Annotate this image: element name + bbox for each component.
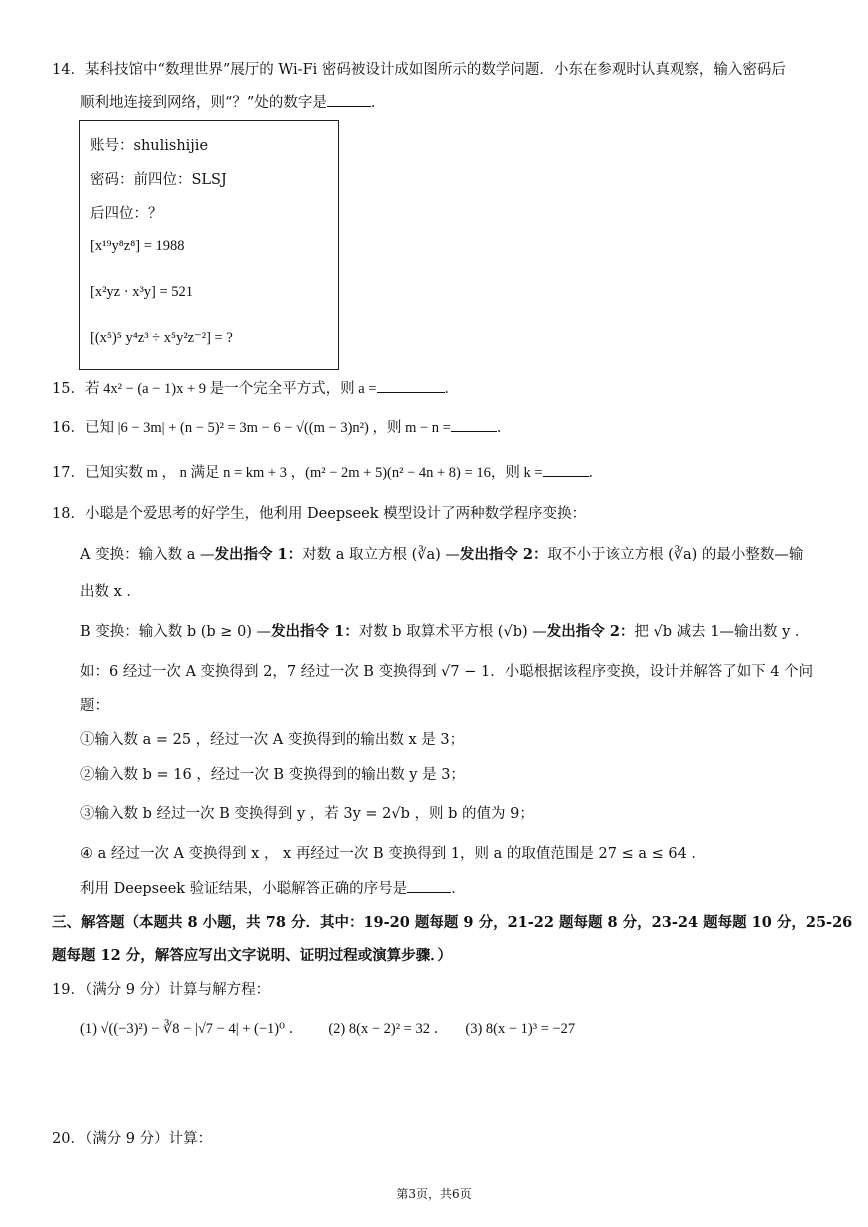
q19-part2: (2) 8(x − 2)² = 32 ． xyxy=(328,1021,449,1037)
q18-a-prefix: A 变换：输入数 a — xyxy=(80,547,215,563)
q17-end: ． xyxy=(588,465,603,481)
q16-answer-blank[interactable] xyxy=(451,417,497,432)
section3-heading-line1: 三、解答题（本题共 8 小题，共 78 分．其中：19-20 题每题 9 分，21-22 题每题 8 分，23-24 题每题 10 分，25-26 xyxy=(52,914,853,931)
q18-item2: ②输入数 b = 16 ，经过一次 B 变换得到的输出数 y 是 3； xyxy=(80,767,465,783)
q18-a-mid: 对数 a 取立方根 (∛a) — xyxy=(302,547,460,563)
q16-text: 已知 |6 − 3m| + (n − 5)² = 3m − 6 − √((m − 3)n²) ，则 m − n = xyxy=(84,420,451,436)
q14-text-line2: 顺利地连接到网络，则“？”处的数字是 xyxy=(80,95,327,111)
q18-item1: ①输入数 a = 25 ，经过一次 A 变换得到的输出数 x 是 3； xyxy=(80,732,465,748)
q16-end: ． xyxy=(496,420,512,436)
q19-part3: (3) 8(x − 1)³ = −27 xyxy=(465,1021,576,1037)
q18-verify-text: 利用 Deepseek 验证结果，小聪解答正确的序号是 xyxy=(80,881,408,897)
q18-example-line2: 题： xyxy=(80,698,109,714)
box-password: 密码：前四位：SLSJ xyxy=(90,172,227,188)
q17-answer-blank[interactable] xyxy=(543,462,589,477)
q17 xyxy=(52,462,603,483)
q19-part1: (1) √((−3)²) − ∛8 − |√7 − 4| + (−1)⁰ ． xyxy=(80,1021,304,1037)
q18-b-cmd2: 发出指令 2： xyxy=(546,623,635,640)
q14-line1 xyxy=(52,60,786,80)
box-last4: 后四位：？ xyxy=(90,206,163,222)
q18-verify xyxy=(80,878,466,899)
q18-intro xyxy=(52,504,586,524)
q18-item3: ③输入数 b 经过一次 B 变换得到 y ，若 3y = 2√b ，则 b 的值为 9； xyxy=(80,806,534,822)
box-account: 账号：shulishijie xyxy=(90,138,209,154)
q19-number: 19． xyxy=(52,982,85,998)
q18-b-cmd1: 发出指令 1： xyxy=(271,623,359,640)
q18-a-transform xyxy=(80,545,803,565)
section3-heading-line2: 题每题 12 分，解答应写出文字说明、证明过程或演算步骤．） xyxy=(52,947,453,964)
wifi-password-box xyxy=(79,120,339,370)
q18-example-line1: 如：6 经过一次 A 变换得到 2，7 经过一次 B 变换得到 √7 − 1．小聪根据该程序变换，设计并解答了如下 4 个问 xyxy=(80,664,814,680)
box-eq2: [x²yz · x³y] = 521 xyxy=(90,284,194,300)
q14-answer-blank[interactable] xyxy=(327,92,371,107)
q15-answer-blank[interactable] xyxy=(377,378,445,393)
q18-a-cmd1: 发出指令 1： xyxy=(214,546,303,563)
q14-line2-end: ． xyxy=(370,95,386,111)
q15 xyxy=(52,378,459,399)
box-eq3: [(x⁵)⁵ y⁴z³ ÷ x⁵y²z⁻²] = ? xyxy=(90,330,233,346)
q14-line2 xyxy=(80,92,385,113)
q18-b-end: 把 √b 减去 1—输出数 y ． xyxy=(634,624,810,640)
q18-a-cmd2: 发出指令 2： xyxy=(459,546,548,563)
q15-text: 若 4x² − (a − 1)x + 9 是一个完全平方式，则 a = xyxy=(84,381,377,397)
q14-number: 14． xyxy=(52,62,85,78)
q15-end: ． xyxy=(444,381,460,397)
q18-intro-text: 小聪是个爱思考的好学生，他利用 Deepseek 模型设计了两种数学程序变换： xyxy=(84,506,587,522)
q18-b-prefix: B 变换：输入数 b (b ≥ 0) — xyxy=(80,624,272,640)
q20-head xyxy=(52,1129,212,1149)
box-eq1: [x¹⁹y⁸z⁸] = 1988 xyxy=(90,238,185,254)
page-footer: 第3页，共6页 xyxy=(396,1187,472,1201)
q18-a-line2: 出数 x ． xyxy=(80,584,141,600)
q18-answer-blank[interactable] xyxy=(407,878,451,893)
q18-number: 18． xyxy=(52,506,85,522)
q18-a-end: 取不小于该立方根 (∛a) 的最小整数—输 xyxy=(547,547,804,563)
q17-number: 17． xyxy=(52,465,85,481)
q18-item4: ④ a 经过一次 A 变换得到 x ， x 再经过一次 B 变换得到 1，则 a 的取值范围是 27 ≤ a ≤ 64 ． xyxy=(80,846,706,862)
q19-parts xyxy=(80,1019,575,1039)
q18-verify-end: ． xyxy=(451,881,466,897)
q18-b-transform xyxy=(80,622,809,642)
q16 xyxy=(52,417,511,438)
q20-number: 20． xyxy=(52,1131,85,1147)
q14-text-line1: 某科技馆中“数理世界”展厅的 Wi-Fi 密码被设计成如图所示的数学问题．小东在参观时认真观察，输入密码后 xyxy=(84,62,786,78)
q20-head-text: （满分 9 分）计算： xyxy=(84,1131,213,1147)
q18-b-mid: 对数 b 取算术平方根 (√b) — xyxy=(358,624,547,640)
q15-number: 15． xyxy=(52,381,85,397)
q19-head xyxy=(52,980,270,1000)
q19-head-text: （满分 9 分）计算与解方程： xyxy=(84,982,271,998)
q17-text: 已知实数 m ， n 满足 n = km + 3 ，(m² − 2m + 5)(n² − 4n + 8) = 16，则 k = xyxy=(84,465,543,481)
q16-number: 16． xyxy=(52,420,85,436)
